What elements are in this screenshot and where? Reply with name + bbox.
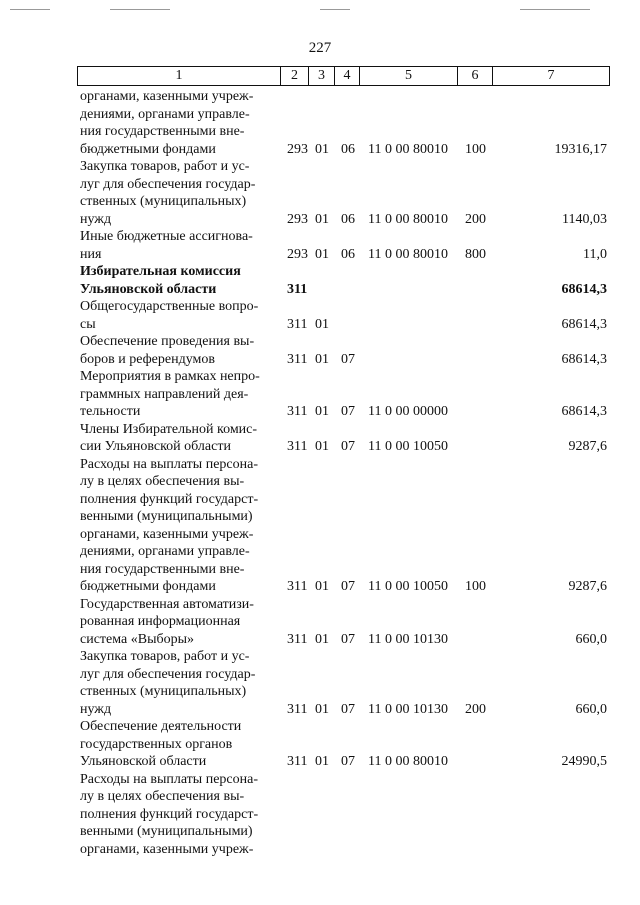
section-code: 01 [315, 404, 329, 419]
ministry-code: 311 [287, 316, 308, 332]
section-code: 01 [315, 351, 329, 367]
expense-type-code: 800 [465, 246, 486, 262]
section-code: 01 [315, 631, 329, 647]
scan-mark [520, 9, 590, 10]
section-code: 01 [315, 439, 329, 454]
subsection-code: 07 [341, 579, 355, 594]
budget-table-body [0, 88, 640, 858]
row-description: органами, казенными учреж- дениями, органами управле- ния государственными вне- бюджетными фондами [80, 89, 254, 157]
amount-value: 68614,3 [561, 281, 607, 297]
row-description: Избирательная комиссия Ульяновской области [80, 264, 241, 297]
row-description: Расходы на выплаты персона- лу в целях обеспечения вы- полнения функций государст- венными (муниципальными) органами, казенными учреж- [80, 771, 259, 857]
table-row [0, 771, 640, 859]
row-description: Обеспечение проведения вы- боров и референдумов [80, 334, 255, 367]
ministry-code: 293 [287, 211, 308, 227]
ministry-code: 293 [287, 246, 308, 262]
table-row [0, 298, 640, 333]
ministry-code: 311 [287, 439, 308, 454]
subsection-code: 06 [341, 246, 355, 262]
expense-type-code: 200 [465, 701, 486, 717]
table-row [0, 368, 640, 421]
table-row [0, 228, 640, 263]
ministry-code: 293 [287, 141, 308, 157]
target-article-code: 11 0 00 80010 [368, 141, 448, 157]
ministry-code: 311 [287, 701, 308, 717]
scan-mark [320, 9, 350, 10]
table-row [0, 718, 640, 771]
table-row [0, 158, 640, 228]
row-description: Общегосударственные вопро- сы [80, 299, 259, 332]
row-description: Члены Избирательной комис- сии Ульяновской области [80, 421, 258, 454]
column-header: 4 [335, 67, 360, 86]
scan-mark [110, 9, 170, 10]
amount-value: 660,0 [575, 631, 607, 647]
amount-value: 68614,3 [561, 404, 607, 419]
column-header: 3 [309, 67, 335, 86]
ministry-code: 311 [287, 754, 308, 769]
row-description: Мероприятия в рамках непро- граммных направлений дея- тельности [80, 369, 260, 419]
column-header-row [77, 66, 610, 86]
subsection-code: 07 [341, 351, 355, 367]
ministry-code: 311 [287, 631, 308, 647]
section-code: 01 [315, 141, 329, 157]
target-article-code: 11 0 00 10130 [368, 701, 448, 717]
row-description: Закупка товаров, работ и ус- луг для обеспечения государ- ственных (муниципальных) нужд [80, 649, 256, 717]
amount-value: 68614,3 [561, 316, 607, 332]
row-description: Обеспечение деятельности государственных органов Ульяновской области [80, 719, 242, 769]
page-number: 227 [308, 40, 332, 56]
target-article-code: 11 0 00 00000 [368, 404, 448, 419]
amount-value: 1140,03 [562, 211, 607, 227]
ministry-code: 311 [287, 404, 308, 419]
subsection-code: 06 [341, 211, 355, 227]
column-header: 6 [458, 67, 493, 86]
target-article-code: 11 0 00 80010 [368, 246, 448, 262]
subsection-code: 07 [341, 439, 355, 454]
target-article-code: 11 0 00 10050 [368, 439, 448, 454]
subsection-code: 07 [341, 631, 355, 647]
amount-value: 660,0 [575, 701, 607, 717]
amount-value: 19316,17 [554, 141, 607, 157]
row-description: Закупка товаров, работ и ус- луг для обеспечения государ- ственных (муниципальных) нужд [80, 159, 256, 227]
target-article-code: 11 0 00 80010 [368, 754, 448, 769]
section-code: 01 [315, 316, 329, 332]
column-header: 2 [281, 67, 309, 86]
column-header: 7 [493, 67, 610, 86]
ministry-code: 311 [287, 351, 308, 367]
column-header: 5 [360, 67, 458, 86]
section-code: 01 [315, 754, 329, 769]
amount-value: 9287,6 [568, 439, 607, 454]
table-row [0, 263, 640, 298]
row-description: Расходы на выплаты персона- лу в целях обеспечения вы- полнения функций государст- венными (муниципальными) органами, казенными учреж- дениями, органами управле- ния государственными вне- бюджетными фондами [80, 456, 259, 594]
target-article-code: 11 0 00 10050 [368, 579, 448, 594]
amount-value: 68614,3 [561, 351, 607, 367]
expense-type-code: 100 [465, 579, 486, 594]
target-article-code: 11 0 00 80010 [368, 211, 448, 227]
row-description: Иные бюджетные ассигнова- ния [80, 229, 253, 262]
section-code: 01 [315, 211, 329, 227]
section-code: 01 [315, 701, 329, 717]
ministry-code: 311 [287, 579, 308, 594]
ministry-code: 311 [287, 281, 308, 297]
table-row [0, 421, 640, 456]
subsection-code: 07 [341, 754, 355, 769]
amount-value: 11,0 [583, 246, 607, 262]
section-code: 01 [315, 246, 329, 262]
amount-value: 9287,6 [568, 579, 607, 594]
table-row [0, 596, 640, 649]
table-row [0, 648, 640, 718]
table-row [0, 88, 640, 158]
subsection-code: 06 [341, 141, 355, 157]
column-header: 1 [78, 67, 281, 86]
table-row [0, 333, 640, 368]
target-article-code: 11 0 00 10130 [368, 631, 448, 647]
row-description: Государственная автоматизи- рованная информационная система «Выборы» [80, 596, 254, 647]
expense-type-code: 100 [465, 141, 486, 157]
subsection-code: 07 [341, 701, 355, 717]
amount-value: 24990,5 [561, 754, 607, 769]
table-row [0, 456, 640, 596]
expense-type-code: 200 [465, 211, 486, 227]
scan-mark [10, 9, 50, 10]
subsection-code: 07 [341, 404, 355, 419]
section-code: 01 [315, 579, 329, 594]
